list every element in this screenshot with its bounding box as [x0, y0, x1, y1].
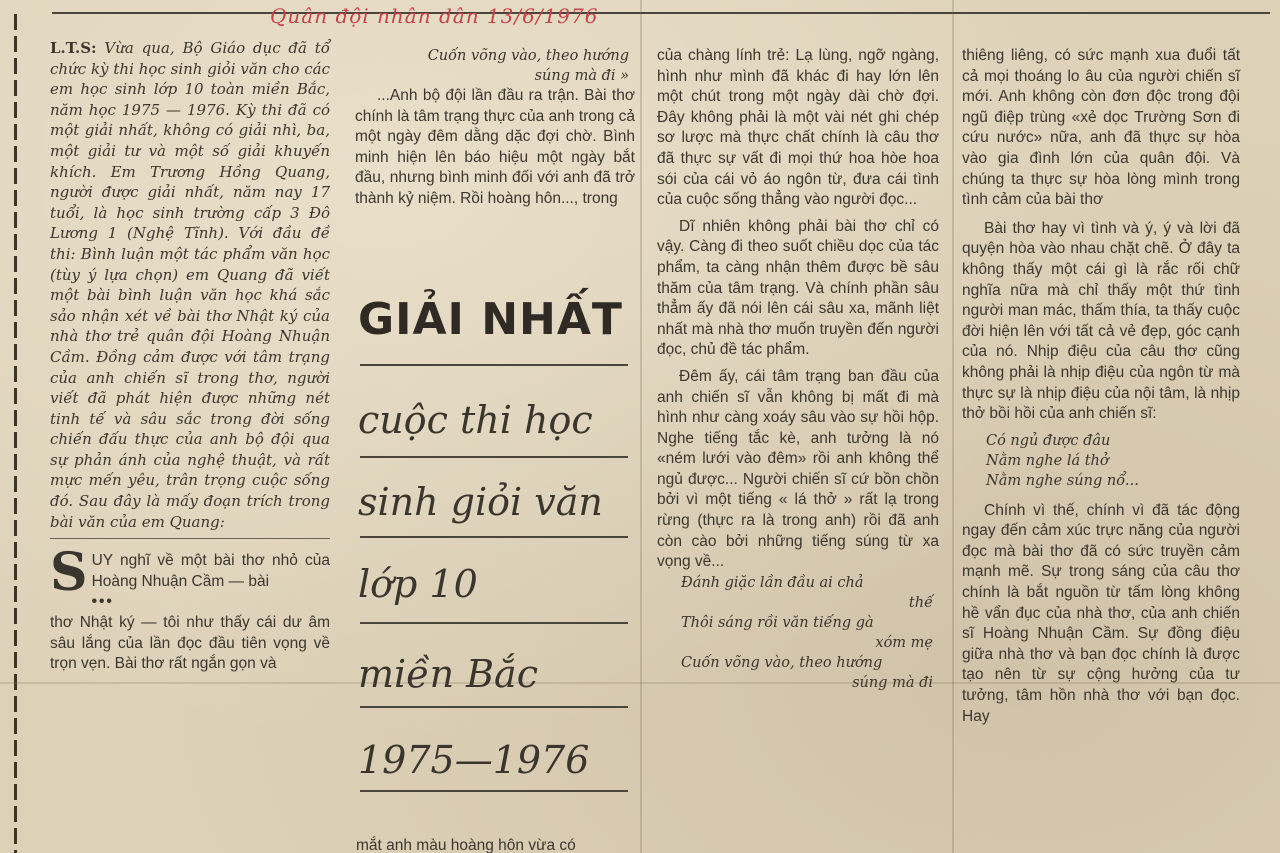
essay-paragraph: thiêng liêng, có sức mạnh xua đuổi tất cả mọi thoáng lo âu của người chiến sĩ mới. Anh không còn đơn độc trong đội ngũ điệp trùng «xẻ dọc Trường Sơn đi cứu nước» nữa, anh đã thực sự hòa vào gia đình lớn của quân đội. Và chúng ta thực sự hòa lòng mình trong tình cảm của bài thơ	[962, 47, 1240, 209]
verse-line: xóm mẹ	[875, 634, 933, 651]
essay-paragraph: ...Anh bộ đội lần đầu ra trận. Bài thơ chính là tâm trạng thực của anh trong cả một ngày đêm dằng dặc đợi chờ. Bình minh hiện lên báo hiệu một ngày bắt đầu, nhưng bình minh đối với anh đã trở thành kỷ niệm. Rồi hoàng hôn..., trong	[355, 87, 635, 207]
ellipsis: •••	[91, 593, 114, 611]
editor-note-label: L.T.S:	[50, 39, 97, 57]
headline-line: lớp 10	[358, 562, 478, 606]
essay-paragraph: Bài thơ hay vì tình và ý, ý và lời đã quyện hòa vào nhau chặt chẽ. Ở đây ta không thấy một cái gì là rắc rối chữ nghĩa nữa mà chỉ thấy một thứ tình người man mác, thấm thía, ta thấy cuộc đời hiện lên với tất cả vẻ đẹp, góc cạnh của nó. Nhịp điệu của câu thơ cũng không phải là nhịp điệu của ngôn từ mà thực sự là nhịp điệu của nội tâm, là nhịp thở bồi hồi của anh chiến sĩ:	[962, 219, 1240, 423]
column-4	[962, 46, 1240, 727]
essay-paragraph: Dĩ nhiên không phải bài thơ chỉ có vậy. Càng đi theo suốt chiều dọc của tác phẩm, ta càng nhận thêm được bề sâu thăm của tâm trạng. Và chính phần sâu thẳm ấy đã nói lên cái sâu xa, mãnh liệt nhất mà nhà thơ muốn truyền đến người đọc, chủ đề tác phẩm.	[657, 217, 939, 359]
headline-rule	[360, 536, 628, 538]
verse-line: súng mà đi	[852, 674, 933, 691]
verse-line: Nằm nghe lá thở	[986, 452, 1109, 469]
verse-line: Cuốn võng vào, theo hướng	[427, 48, 629, 64]
left-border	[14, 14, 17, 853]
headline-rule	[360, 364, 628, 366]
headline-title: GIẢI NHẤT	[358, 294, 623, 345]
verse-line: súng mà đi »	[534, 68, 629, 84]
editor-note	[50, 38, 330, 532]
top-rule	[52, 12, 1270, 14]
essay-paragraph: của chàng lính trẻ: Lạ lùng, ngỡ ngàng, hình như mình đã khác đi hay lớn lên một chút trong một ngày dài chờ đợi. Đây không phải là một vài nét ghi chép sơ lược mà thực chất chính là câu thơ đã thực sự vất đi mọi thứ hoa hòe hoa sói của cái vỏ áo ngôn từ, đưa cái tình của cuộc sống thẳng vào người đọc...	[657, 47, 939, 209]
headline-line: sinh giỏi văn	[358, 480, 603, 524]
headline-rule	[360, 790, 628, 792]
verse-line: thế	[908, 594, 933, 611]
headline-line: miền Bắc	[358, 652, 538, 696]
verse-line: Đánh giặc lần đầu ai chả	[681, 574, 864, 591]
editor-note-text: Vừa qua, Bộ Giáo dục đã tổ chức kỳ thi học sinh giỏi văn cho các em học sinh lớp 10 toàn miền Bắc, năm học 1975 — 1976. Kỳ thi đã có một giải nhất, không có giải nhì, ba, một giải tư và một số giải khuyến khích. Em Trương Hồng Quang, người được giải nhất, năm nay 17 tuổi, là học sinh trường cấp 3 Đô Lương 1 (Nghệ Tĩnh). Với đầu đề thi: Bình luận một tác phẩm văn học (tùy ý lựa chọn) em Quang đã viết một bài bình luận văn học khá sắc sảo nhận xét về bài thơ Nhật ký của nhà thơ trẻ quân đội Hoàng Nhuận Cầm. Đồng cảm được với tâm trạng của anh chiến sĩ trong thơ, người viết đã phát hiện được những nét tinh tế và sâu sắc trong đời sống chiến đấu thực của anh bộ đội qua sự phản ánh của nghệ thuật, và rất mực mến yêu, trân trọng cuộc sống đó. Sau đây là mấy đoạn trích trong bài văn của em Quang:	[50, 39, 330, 531]
headline-line: cuộc thi học	[358, 398, 593, 442]
verse-line: Thôi sáng rồi văn tiếng gà	[681, 614, 874, 631]
column-2-bottom: mắt anh màu hoàng hôn vừa có	[356, 837, 576, 853]
essay-opening: UY nghĩ về một bài thơ nhỏ của Hoàng Nhuận Cầm — bài	[91, 552, 330, 590]
drop-cap: S	[50, 542, 88, 604]
essay-paragraph: Chính vì thế, chính vì đã tác động ngay đến cảm xúc trực năng của người đọc mà bài thơ đã có sức truyền cảm mạnh mẽ. Sự trong sáng của câu thơ chính là bắt nguồn từ tấm lòng không hề vẩn đục của nhà thơ, của anh chiến sĩ Hoàng Nhuận Cầm. Sự đồng điệu giữa nhà thơ và bạn đọc chính là được tạo nên từ sự cộng hưởng của tư tưởng, tâm hồn nhà thơ với bạn đọc. Hay	[962, 501, 1240, 725]
verse-line: Cuốn võng vào, theo hướng	[681, 654, 883, 671]
verse-line: Nằm nghe súng nổ...	[986, 472, 1139, 489]
headline-rule	[360, 622, 628, 624]
headline-year: 1975—1976	[358, 738, 590, 782]
column-3	[657, 46, 939, 693]
essay-text: thơ Nhật ký — tôi như thấy cái dư âm sâu lắng của lần đọc đầu tiên vọng về trọn vẹn. Bài thơ rất ngắn gọn và	[50, 614, 330, 673]
handwritten-note: Quân đội nhân dân 13/6/1976	[270, 4, 599, 28]
essay-start	[50, 542, 330, 675]
verse-line: Có ngủ được đâu	[986, 432, 1111, 449]
fold-line	[952, 0, 954, 853]
headline-rule	[360, 706, 628, 708]
headline-rule	[360, 456, 628, 458]
column-1	[50, 38, 330, 675]
fold-line	[640, 0, 642, 853]
divider	[50, 538, 330, 539]
essay-paragraph: Đêm ấy, cái tâm trạng ban đầu của anh chiến sĩ vẫn không bị mất đi mà hình như càng xoáy sâu vào sự hồi hộp. Nghe tiếng tắc kè, anh tưởng là nó «ném lưới vào đêm» rồi anh không thể ngủ được... Người chiến sĩ cứ bồn chồn bởi vì một tiếng « lá thở » rất lạ trong rừng (thực ra là trong anh) rồi đã anh còn cào bởi những tiếng súng từ xa vọng về...	[657, 367, 939, 571]
column-2	[355, 46, 635, 210]
